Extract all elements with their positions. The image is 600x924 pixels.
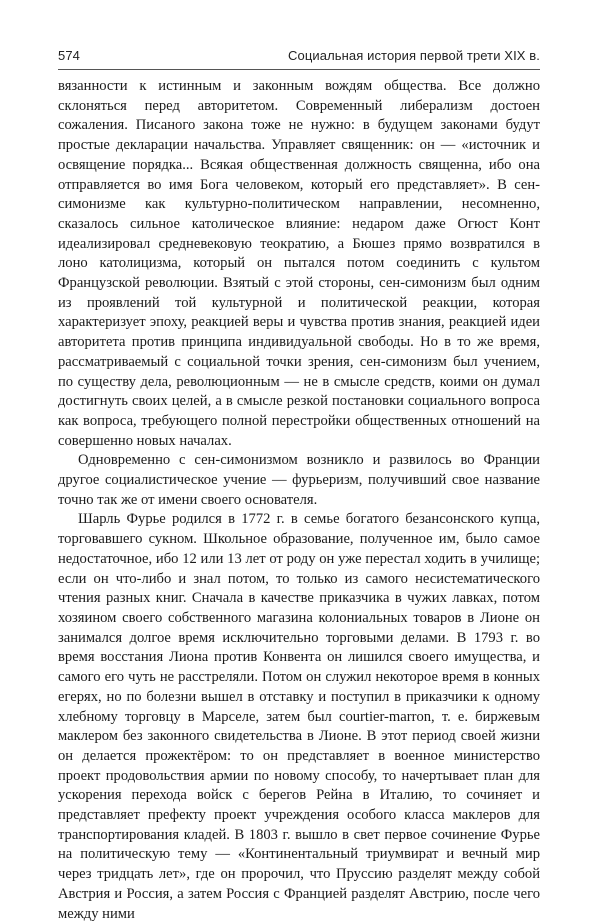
body-text xyxy=(58,77,540,924)
page-number: 574 xyxy=(58,48,80,63)
paragraph-2: Одновременно с сен-симонизмом возникло и развилось во Франции другое социалистическое учение — фурьеризм, получивший свое название точно так же от имени своего основателя. xyxy=(58,452,540,508)
book-page xyxy=(58,48,540,924)
running-head xyxy=(58,48,540,70)
paragraph-1: вязанности к истинным и законным вождям общества. Все должно склоняться перед авторитетом. Современный либерализм достоен сожаления. Писаного закона тоже не нужно: в будущем законами будут простые декларации начальства. Управляет священник: он — «источник и освящение порядка... Всякая общественная должность священна, ибо она отправляется во имя Бога человеком, который его представляет». В сен-симонизме как культурно-политическом направлении, несомненно, сказалось сильное католическое влияние: недаром даже Огюст Конт идеализировал средневековую теократию, а Бюшез прямо возвратился в лоно католицизма, который он пытался потом соединить с культом Французской революции. Взятый с этой стороны, сен-симонизм был одним из проявлений той культурной и политической реакции, которая характеризует эпоху, реакцией веры и чувства против знания, реакцией идеи авторитета против принципа индивидуальной свободы. Но в то же время, рассматриваемый с социальной точки зрения, сен-симонизм был учением, по существу дела, революционным — не в смысле средств, коими он думал достигнуть своих целей, а в смысле резкой постановки социального вопроса как вопроса, требующего полной перестройки общественных отношений на совершенно новых началах. xyxy=(58,78,540,449)
paragraph-3: Шарль Фурье родился в 1772 г. в семье богатого безансонского купца, торговавшего сукном. Школьное образование, полученное им, было самое недостаточное, ибо 12 или 13 лет от роду он уже перестал ходить в училище; если он что-либо и знал потом, то только из самого несистематического чтения разных книг. Сначала в качестве приказчика в чужих лавках, потом хозяином своего собственного магазина колониальных товаров в Лионе он занимался долгое время исключительно торговыми делами. В 1793 г. во время восстания Лиона против Конвента он лишился своего имущества, и самого его чуть не расстреляли. Потом он служил некоторое время в конных егерях, но по болезни вышел в отставку и поступил в приказчики к одному хлебному торговцу в Марселе, затем был courtier-marron, т. е. биржевым маклером без законного свидетельства в Лионе. В этот период своей жизни он делается прожектёром: то он представляет в военное министерство проект продовольствия армии по новому способу, то начертывает план для ускорения перехода войск с берегов Рейна в Италию, то сочиняет и представляет префекту проект учреждения особого класса маклеров для транспортирования кладей. В 1803 г. вышло в свет первое сочинение Фурье на политическую тему — «Континентальный триумвират и вечный мир через тридцать лет», где он пророчил, что Пруссию разделят между собой Австрия и Россия, а затем Россия с Францией разделят Австрию, после чего между ними xyxy=(58,511,540,922)
running-title: Социальная история первой трети XIX в. xyxy=(288,48,540,63)
